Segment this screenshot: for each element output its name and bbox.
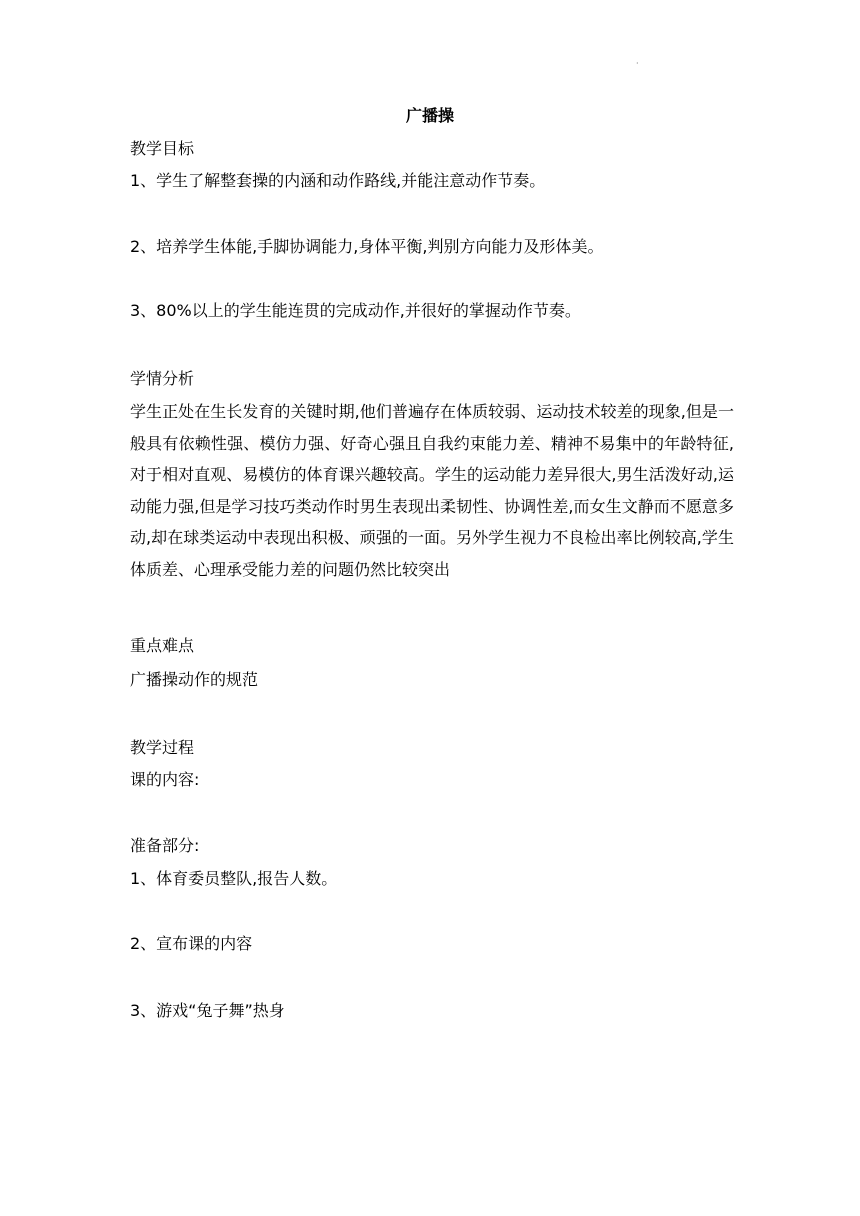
- analysis-paragraph: 学生正处在生长发育的关键时期,他们普遍存在体质较弱、运动技术较差的现象,但是一般具有依赖性强、模仿力强、好奇心强且自我约束能力差、精神不易集中的年龄特征,对于相对直观、易模仿的体育课兴趣较高。学生的运动能力差异很大,男生活泼好动,运动能力强,但是学习技巧类动作时男生表现出柔韧性、协调性差,而女生文静而不愿意多动,却在球类运动中表现出积极、顽强的一面。另外学生视力不良检出率比例较高,学生体质差、心理承受能力差的问题仍然比较突出: [130, 402, 734, 579]
- process-content-label: 课的内容:: [130, 770, 200, 789]
- process-heading: 教学过程: [130, 738, 195, 757]
- page-title: 广播操: [405, 106, 454, 125]
- prep-item-3: 3、游戏“兔子舞”热身: [130, 1001, 285, 1020]
- prep-item-1: 1、体育委员整队,报告人数。: [130, 869, 338, 888]
- prep-heading: 准备部分:: [130, 836, 200, 855]
- key-points-text: 广播操动作的规范: [130, 670, 259, 689]
- objective-item-1: 1、学生了解整套操的内涵和动作路线,并能注意动作节奏。: [130, 171, 546, 190]
- page-mark: ·: [636, 59, 639, 68]
- objective-item-3: 3、80%以上的学生能连贯的完成动作,并很好的掌握动作节奏。: [130, 301, 581, 320]
- analysis-heading: 学情分析: [130, 369, 195, 388]
- objectives-heading: 教学目标: [130, 139, 195, 158]
- key-points-heading: 重点难点: [130, 636, 195, 655]
- prep-item-2: 2、宣布课的内容: [130, 934, 253, 953]
- objective-item-2: 2、培养学生体能,手脚协调能力,身体平衡,判别方向能力及形体美。: [130, 237, 604, 256]
